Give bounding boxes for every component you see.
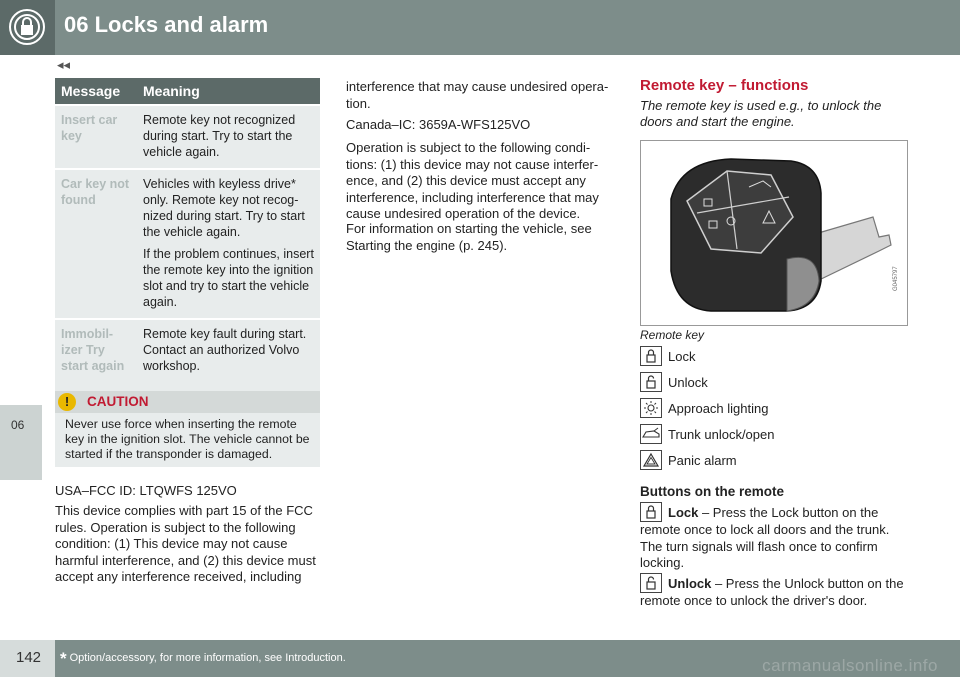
message-cell: Car key not found <box>55 169 137 319</box>
footnote-text: Option/accessory, for more information, see Introduction. <box>69 652 346 664</box>
figure-code: G045797 <box>893 266 899 291</box>
fcc-id: USA–FCC ID: LTQWFS 125VO <box>55 483 237 498</box>
message-cell: Insert car key <box>55 105 137 169</box>
message-cell: Immobil-izer Try start again <box>55 319 137 396</box>
legend-label: Panic alarm <box>668 453 737 468</box>
message-table <box>55 78 320 396</box>
caution-text: Never use force when inserting the remote key in the ignition slot. The vehicle cannot be started if the transponder is damaged. <box>65 417 310 461</box>
chapter-tab[interactable] <box>0 405 42 480</box>
remote-key-figure <box>640 140 908 326</box>
unlock-icon <box>640 372 662 392</box>
canada-ic: Canada–IC: 3659A-WFS125VO <box>346 117 531 132</box>
legend-item-approach-lighting <box>640 398 768 418</box>
meaning-cell <box>137 105 320 169</box>
legend-label: Lock <box>668 349 696 364</box>
page-title: 06 Locks and alarm <box>64 12 269 37</box>
chapter-tab-label: 06 <box>11 418 25 432</box>
meaning-cell <box>137 169 320 319</box>
unlock-button-description <box>640 573 910 610</box>
table-row <box>55 169 320 319</box>
legend-item-lock <box>640 346 695 366</box>
buttons-heading: Buttons on the remote <box>640 484 784 499</box>
legend-label: Trunk unlock/open <box>668 427 775 442</box>
col-header-meaning: Meaning <box>137 78 320 105</box>
meaning-text: If the problem continues, insert the remote key into the ignition slot and try to start the vehicle again. <box>143 247 314 309</box>
meaning-cell <box>137 319 320 396</box>
legend-item-trunk <box>640 424 774 444</box>
section-heading: Remote key – functions <box>640 77 809 94</box>
fcc-text: This device complies with part 15 of the FCC rules. Operation is subject to the following condition: (1) This device may not cause harmful interference, and (2) this device must accept any interference received, including <box>55 503 316 584</box>
table-row <box>55 105 320 169</box>
starting-reference[interactable]: For information on starting the vehicle, see Starting the engine (p. 245). <box>346 221 592 253</box>
legend-item-panic-alarm <box>640 450 737 470</box>
caution-title: CAUTION <box>87 394 149 409</box>
figure-caption: Remote key <box>640 328 705 342</box>
footnote <box>60 649 346 669</box>
panic-alarm-icon <box>640 450 662 470</box>
unlock-button-label: Unlock <box>668 576 712 591</box>
unlock-icon <box>640 573 662 593</box>
caution-header <box>55 391 320 413</box>
col-header-message: Message <box>55 78 137 105</box>
trunk-icon <box>640 424 662 444</box>
lock-icon <box>640 502 662 522</box>
legend-label: Approach lighting <box>668 401 769 416</box>
meaning-text: Remote key fault during start. Contact an authorized Volvo workshop. <box>143 327 307 373</box>
meaning-text: Remote key not recognized during start. Try to start the vehicle again. <box>143 113 296 159</box>
lock-button-text: – Press the Lock button on the remote once to lock all doors and the trunk. The turn signals will flash once to confirm locking. <box>640 505 890 570</box>
unlock-button-text: – Press the Unlock button on the remote once to unlock the driver's door. <box>640 576 904 608</box>
fcc-text-continued: interference that may cause undesired opera-tion. <box>346 79 609 111</box>
section-subtitle: The remote key is used e.g., to unlock the doors and start the engine. <box>640 98 882 129</box>
lock-alarm-icon <box>8 8 46 46</box>
legend-label: Unlock <box>668 375 708 390</box>
lock-icon <box>640 346 662 366</box>
approach-light-icon <box>640 398 662 418</box>
remote-key-illustration <box>641 141 907 325</box>
caution-box <box>55 391 320 467</box>
chapter-icon-box <box>0 0 55 55</box>
warning-icon: ! <box>58 393 76 411</box>
back-link[interactable]: ◂◂ <box>57 57 71 72</box>
page-number: 142 <box>16 649 42 666</box>
meaning-text: Vehicles with keyless drive* only. Remote key not recog-nized during start. Try to start the vehicle again. <box>143 177 305 239</box>
footnote-star: * <box>60 649 67 668</box>
lock-button-label: Lock <box>668 505 699 520</box>
table-row <box>55 319 320 396</box>
lock-button-description <box>640 502 910 572</box>
watermark: carmanualsonline.info <box>762 656 938 675</box>
operation-text: Operation is subject to the following condi-tions: (1) this device may not cause interfer-ence, and (2) this device must accept any interference, including interference that may cause undesired operation of the device. <box>346 140 599 221</box>
legend-item-unlock <box>640 372 708 392</box>
